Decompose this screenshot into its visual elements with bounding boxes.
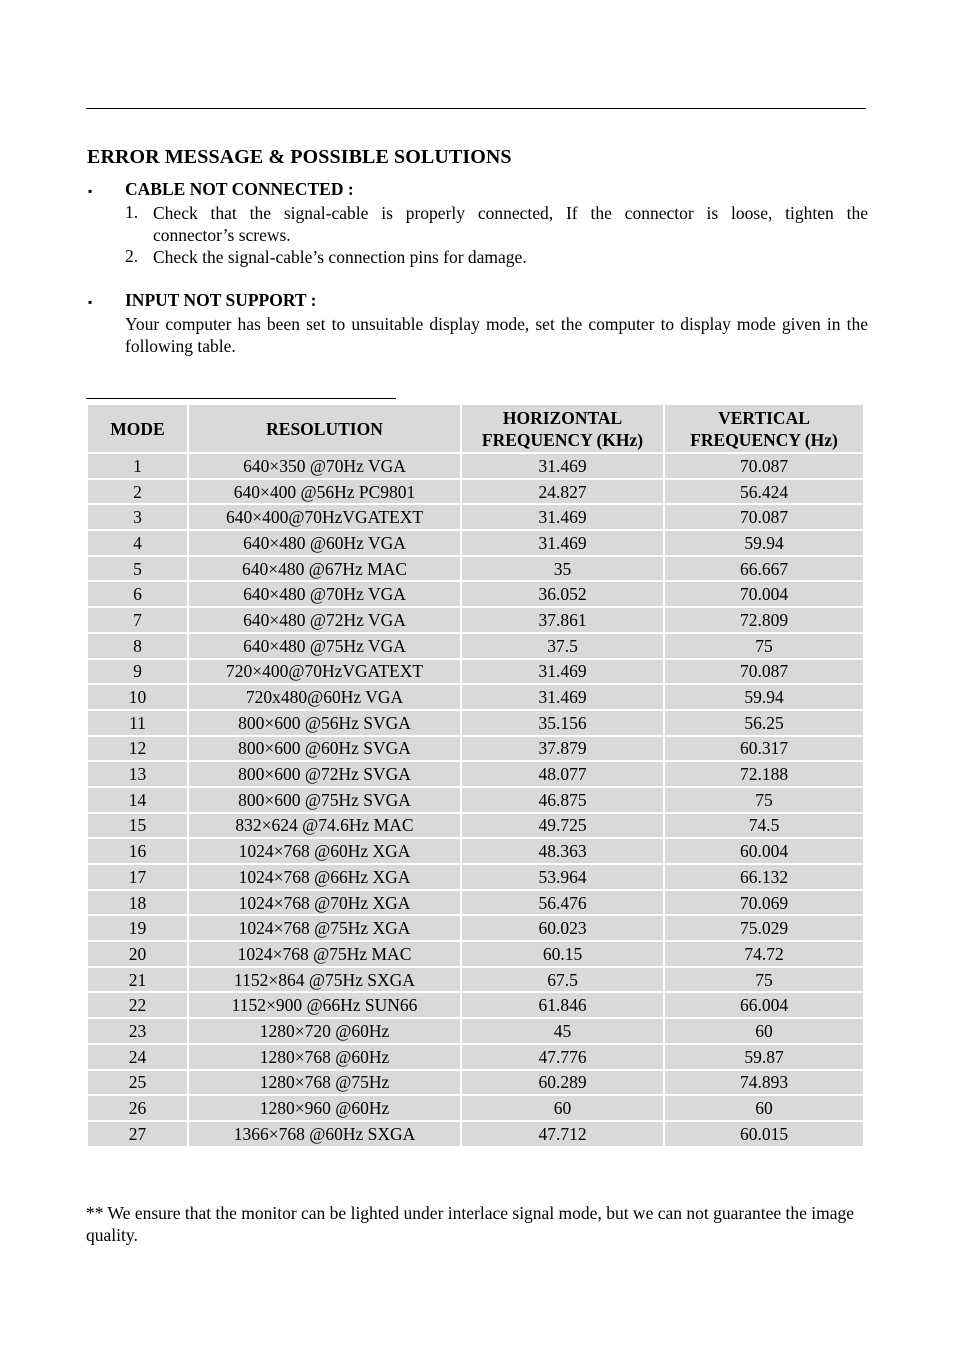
- cell-resolution: 640×400 @56Hz PC9801: [188, 479, 461, 505]
- cell-resolution: 800×600 @75Hz SVGA: [188, 787, 461, 813]
- cell-resolution: 640×480 @75Hz VGA: [188, 633, 461, 659]
- table-body: [87, 453, 864, 1147]
- cell-resolution: 1280×768 @60Hz: [188, 1044, 461, 1070]
- cell-horizontal-frequency: 47.776: [461, 1044, 664, 1070]
- cell-mode: 7: [87, 607, 188, 633]
- cell-vertical-frequency: 74.72: [664, 941, 864, 967]
- cell-horizontal-frequency: 31.469: [461, 504, 664, 530]
- cell-resolution: 1024×768 @75Hz XGA: [188, 915, 461, 941]
- cell-vertical-frequency: 60.317: [664, 736, 864, 762]
- cell-vertical-frequency: 75.029: [664, 915, 864, 941]
- cell-mode: 12: [87, 736, 188, 762]
- table-row: [87, 1095, 864, 1121]
- table-rule: [86, 398, 396, 399]
- cell-horizontal-frequency: 24.827: [461, 479, 664, 505]
- cell-mode: 21: [87, 967, 188, 993]
- table-row: [87, 581, 864, 607]
- table-row: [87, 787, 864, 813]
- header-vertical-line1: VERTICAL: [718, 407, 810, 428]
- table-row: [87, 1070, 864, 1096]
- cell-mode: 4: [87, 530, 188, 556]
- cell-mode: 17: [87, 864, 188, 890]
- cell-resolution: 1152×864 @75Hz SXGA: [188, 967, 461, 993]
- cell-horizontal-frequency: 35: [461, 556, 664, 582]
- cell-resolution: 640×350 @70Hz VGA: [188, 453, 461, 479]
- cell-horizontal-frequency: 60: [461, 1095, 664, 1121]
- cell-mode: 9: [87, 659, 188, 685]
- cell-resolution: 1024×768 @75Hz MAC: [188, 941, 461, 967]
- cell-horizontal-frequency: 48.077: [461, 761, 664, 787]
- cell-vertical-frequency: 75: [664, 967, 864, 993]
- table-row: [87, 504, 864, 530]
- cell-vertical-frequency: 66.004: [664, 992, 864, 1018]
- cell-resolution: 720×400@70HzVGATEXT: [188, 659, 461, 685]
- cell-mode: 27: [87, 1121, 188, 1147]
- cell-resolution: 640×480 @67Hz MAC: [188, 556, 461, 582]
- cable-item-1-text-line2: connector’s screws.: [153, 225, 291, 245]
- cell-vertical-frequency: 75: [664, 633, 864, 659]
- cell-resolution: 832×624 @74.6Hz MAC: [188, 813, 461, 839]
- cell-mode: 5: [87, 556, 188, 582]
- cell-resolution: 720x480@60Hz VGA: [188, 684, 461, 710]
- cell-horizontal-frequency: 37.861: [461, 607, 664, 633]
- cell-vertical-frequency: 72.188: [664, 761, 864, 787]
- table-row: [87, 684, 864, 710]
- cell-mode: 25: [87, 1070, 188, 1096]
- cell-mode: 10: [87, 684, 188, 710]
- header-horizontal-line1: HORIZONTAL: [502, 407, 623, 428]
- cell-resolution: 1366×768 @60Hz SXGA: [188, 1121, 461, 1147]
- cell-mode: 2: [87, 479, 188, 505]
- cell-mode: 16: [87, 838, 188, 864]
- cell-mode: 22: [87, 992, 188, 1018]
- cell-resolution: 1024×768 @60Hz XGA: [188, 838, 461, 864]
- cell-vertical-frequency: 59.94: [664, 684, 864, 710]
- cell-horizontal-frequency: 56.476: [461, 890, 664, 916]
- cell-mode: 18: [87, 890, 188, 916]
- cell-resolution: 800×600 @56Hz SVGA: [188, 710, 461, 736]
- cable-item-2-text: Check the signal-cable’s connection pins for damage.: [153, 247, 527, 267]
- cell-vertical-frequency: 66.667: [664, 556, 864, 582]
- cell-resolution: 1280×768 @75Hz: [188, 1070, 461, 1096]
- table-row: [87, 710, 864, 736]
- cell-horizontal-frequency: 67.5: [461, 967, 664, 993]
- cell-horizontal-frequency: 61.846: [461, 992, 664, 1018]
- bullet-square-icon: ▪: [88, 184, 93, 198]
- cell-mode: 24: [87, 1044, 188, 1070]
- cell-horizontal-frequency: 60.289: [461, 1070, 664, 1096]
- table-row: [87, 453, 864, 479]
- cell-horizontal-frequency: 53.964: [461, 864, 664, 890]
- table-row: [87, 1018, 864, 1044]
- cell-vertical-frequency: 70.087: [664, 659, 864, 685]
- cell-horizontal-frequency: 49.725: [461, 813, 664, 839]
- cell-resolution: 1152×900 @66Hz SUN66: [188, 992, 461, 1018]
- table-row: [87, 736, 864, 762]
- cell-horizontal-frequency: 36.052: [461, 581, 664, 607]
- cell-vertical-frequency: 59.94: [664, 530, 864, 556]
- table-row: [87, 1044, 864, 1070]
- header-resolution: RESOLUTION: [188, 404, 461, 453]
- cell-horizontal-frequency: 47.712: [461, 1121, 664, 1147]
- page-title: ERROR MESSAGE & POSSIBLE SOLUTIONS: [87, 146, 512, 168]
- table-row: [87, 633, 864, 659]
- header-vertical-frequency: [664, 404, 864, 453]
- table-row: [87, 530, 864, 556]
- cell-horizontal-frequency: 46.875: [461, 787, 664, 813]
- cell-horizontal-frequency: 37.879: [461, 736, 664, 762]
- cell-horizontal-frequency: 45: [461, 1018, 664, 1044]
- cell-resolution: 640×480 @72Hz VGA: [188, 607, 461, 633]
- cell-vertical-frequency: 74.5: [664, 813, 864, 839]
- table-row: [87, 761, 864, 787]
- cable-item-1-number: 1.: [125, 202, 139, 222]
- cell-vertical-frequency: 70.069: [664, 890, 864, 916]
- cell-resolution: 800×600 @72Hz SVGA: [188, 761, 461, 787]
- cell-mode: 1: [87, 453, 188, 479]
- table-row: [87, 1121, 864, 1147]
- cell-vertical-frequency: 70.004: [664, 581, 864, 607]
- header-horizontal-line2: FREQUENCY (KHz): [481, 429, 644, 450]
- table-row: [87, 479, 864, 505]
- table-row: [87, 890, 864, 916]
- cell-resolution: 1280×960 @60Hz: [188, 1095, 461, 1121]
- header-mode: MODE: [87, 404, 188, 453]
- cell-mode: 15: [87, 813, 188, 839]
- cell-vertical-frequency: 72.809: [664, 607, 864, 633]
- cable-item-2-number: 2.: [125, 246, 139, 266]
- cell-mode: 13: [87, 761, 188, 787]
- cell-vertical-frequency: 56.25: [664, 710, 864, 736]
- cell-vertical-frequency: 60.004: [664, 838, 864, 864]
- cell-horizontal-frequency: 60.023: [461, 915, 664, 941]
- cell-horizontal-frequency: 60.15: [461, 941, 664, 967]
- cell-resolution: 1024×768 @70Hz XGA: [188, 890, 461, 916]
- cell-horizontal-frequency: 31.469: [461, 530, 664, 556]
- cell-vertical-frequency: 59.87: [664, 1044, 864, 1070]
- cell-mode: 3: [87, 504, 188, 530]
- table-row: [87, 992, 864, 1018]
- cell-mode: 11: [87, 710, 188, 736]
- table-row: [87, 864, 864, 890]
- cell-resolution: 640×480 @60Hz VGA: [188, 530, 461, 556]
- cell-mode: 23: [87, 1018, 188, 1044]
- table-row: [87, 915, 864, 941]
- cell-mode: 19: [87, 915, 188, 941]
- cell-vertical-frequency: 60: [664, 1018, 864, 1044]
- cell-vertical-frequency: 66.132: [664, 864, 864, 890]
- table-row: [87, 607, 864, 633]
- footnote: ** We ensure that the monitor can be lighted under interlace signal mode, but we can not guarantee the image quality.: [86, 1203, 855, 1245]
- input-description: Your computer has been set to unsuitable display mode, set the computer to display mode given in the following table.: [125, 314, 868, 356]
- cell-vertical-frequency: 70.087: [664, 453, 864, 479]
- table-row: [87, 813, 864, 839]
- top-rule: [86, 108, 866, 109]
- table-row: [87, 838, 864, 864]
- cable-heading: CABLE NOT CONNECTED :: [125, 179, 354, 199]
- cell-horizontal-frequency: 31.469: [461, 684, 664, 710]
- cell-vertical-frequency: 75: [664, 787, 864, 813]
- cell-vertical-frequency: 70.087: [664, 504, 864, 530]
- cell-resolution: 640×400@70HzVGATEXT: [188, 504, 461, 530]
- cell-resolution: 1024×768 @66Hz XGA: [188, 864, 461, 890]
- cell-mode: 26: [87, 1095, 188, 1121]
- table-row: [87, 556, 864, 582]
- cell-resolution: 1280×720 @60Hz: [188, 1018, 461, 1044]
- header-horizontal-frequency: [461, 404, 664, 453]
- cell-vertical-frequency: 60.015: [664, 1121, 864, 1147]
- cable-item-1-text-line1: Check that the signal-cable is properly connected, If the connector is loose, tighten the: [153, 203, 868, 223]
- cell-mode: 14: [87, 787, 188, 813]
- input-heading: INPUT NOT SUPPORT :: [125, 290, 317, 310]
- cell-vertical-frequency: 56.424: [664, 479, 864, 505]
- cell-resolution: 640×480 @70Hz VGA: [188, 581, 461, 607]
- cell-mode: 8: [87, 633, 188, 659]
- cell-mode: 20: [87, 941, 188, 967]
- cell-vertical-frequency: 74.893: [664, 1070, 864, 1096]
- table-row: [87, 659, 864, 685]
- table-row: [87, 941, 864, 967]
- bullet-square-icon: ▪: [88, 295, 93, 309]
- header-vertical-line2: FREQUENCY (Hz): [690, 429, 838, 450]
- cell-horizontal-frequency: 31.469: [461, 659, 664, 685]
- table-header-row: [87, 404, 864, 453]
- cell-horizontal-frequency: 37.5: [461, 633, 664, 659]
- cell-horizontal-frequency: 31.469: [461, 453, 664, 479]
- cell-horizontal-frequency: 48.363: [461, 838, 664, 864]
- cell-horizontal-frequency: 35.156: [461, 710, 664, 736]
- cell-resolution: 800×600 @60Hz SVGA: [188, 736, 461, 762]
- display-modes-table: [86, 403, 865, 1148]
- table-row: [87, 967, 864, 993]
- cell-mode: 6: [87, 581, 188, 607]
- cell-vertical-frequency: 60: [664, 1095, 864, 1121]
